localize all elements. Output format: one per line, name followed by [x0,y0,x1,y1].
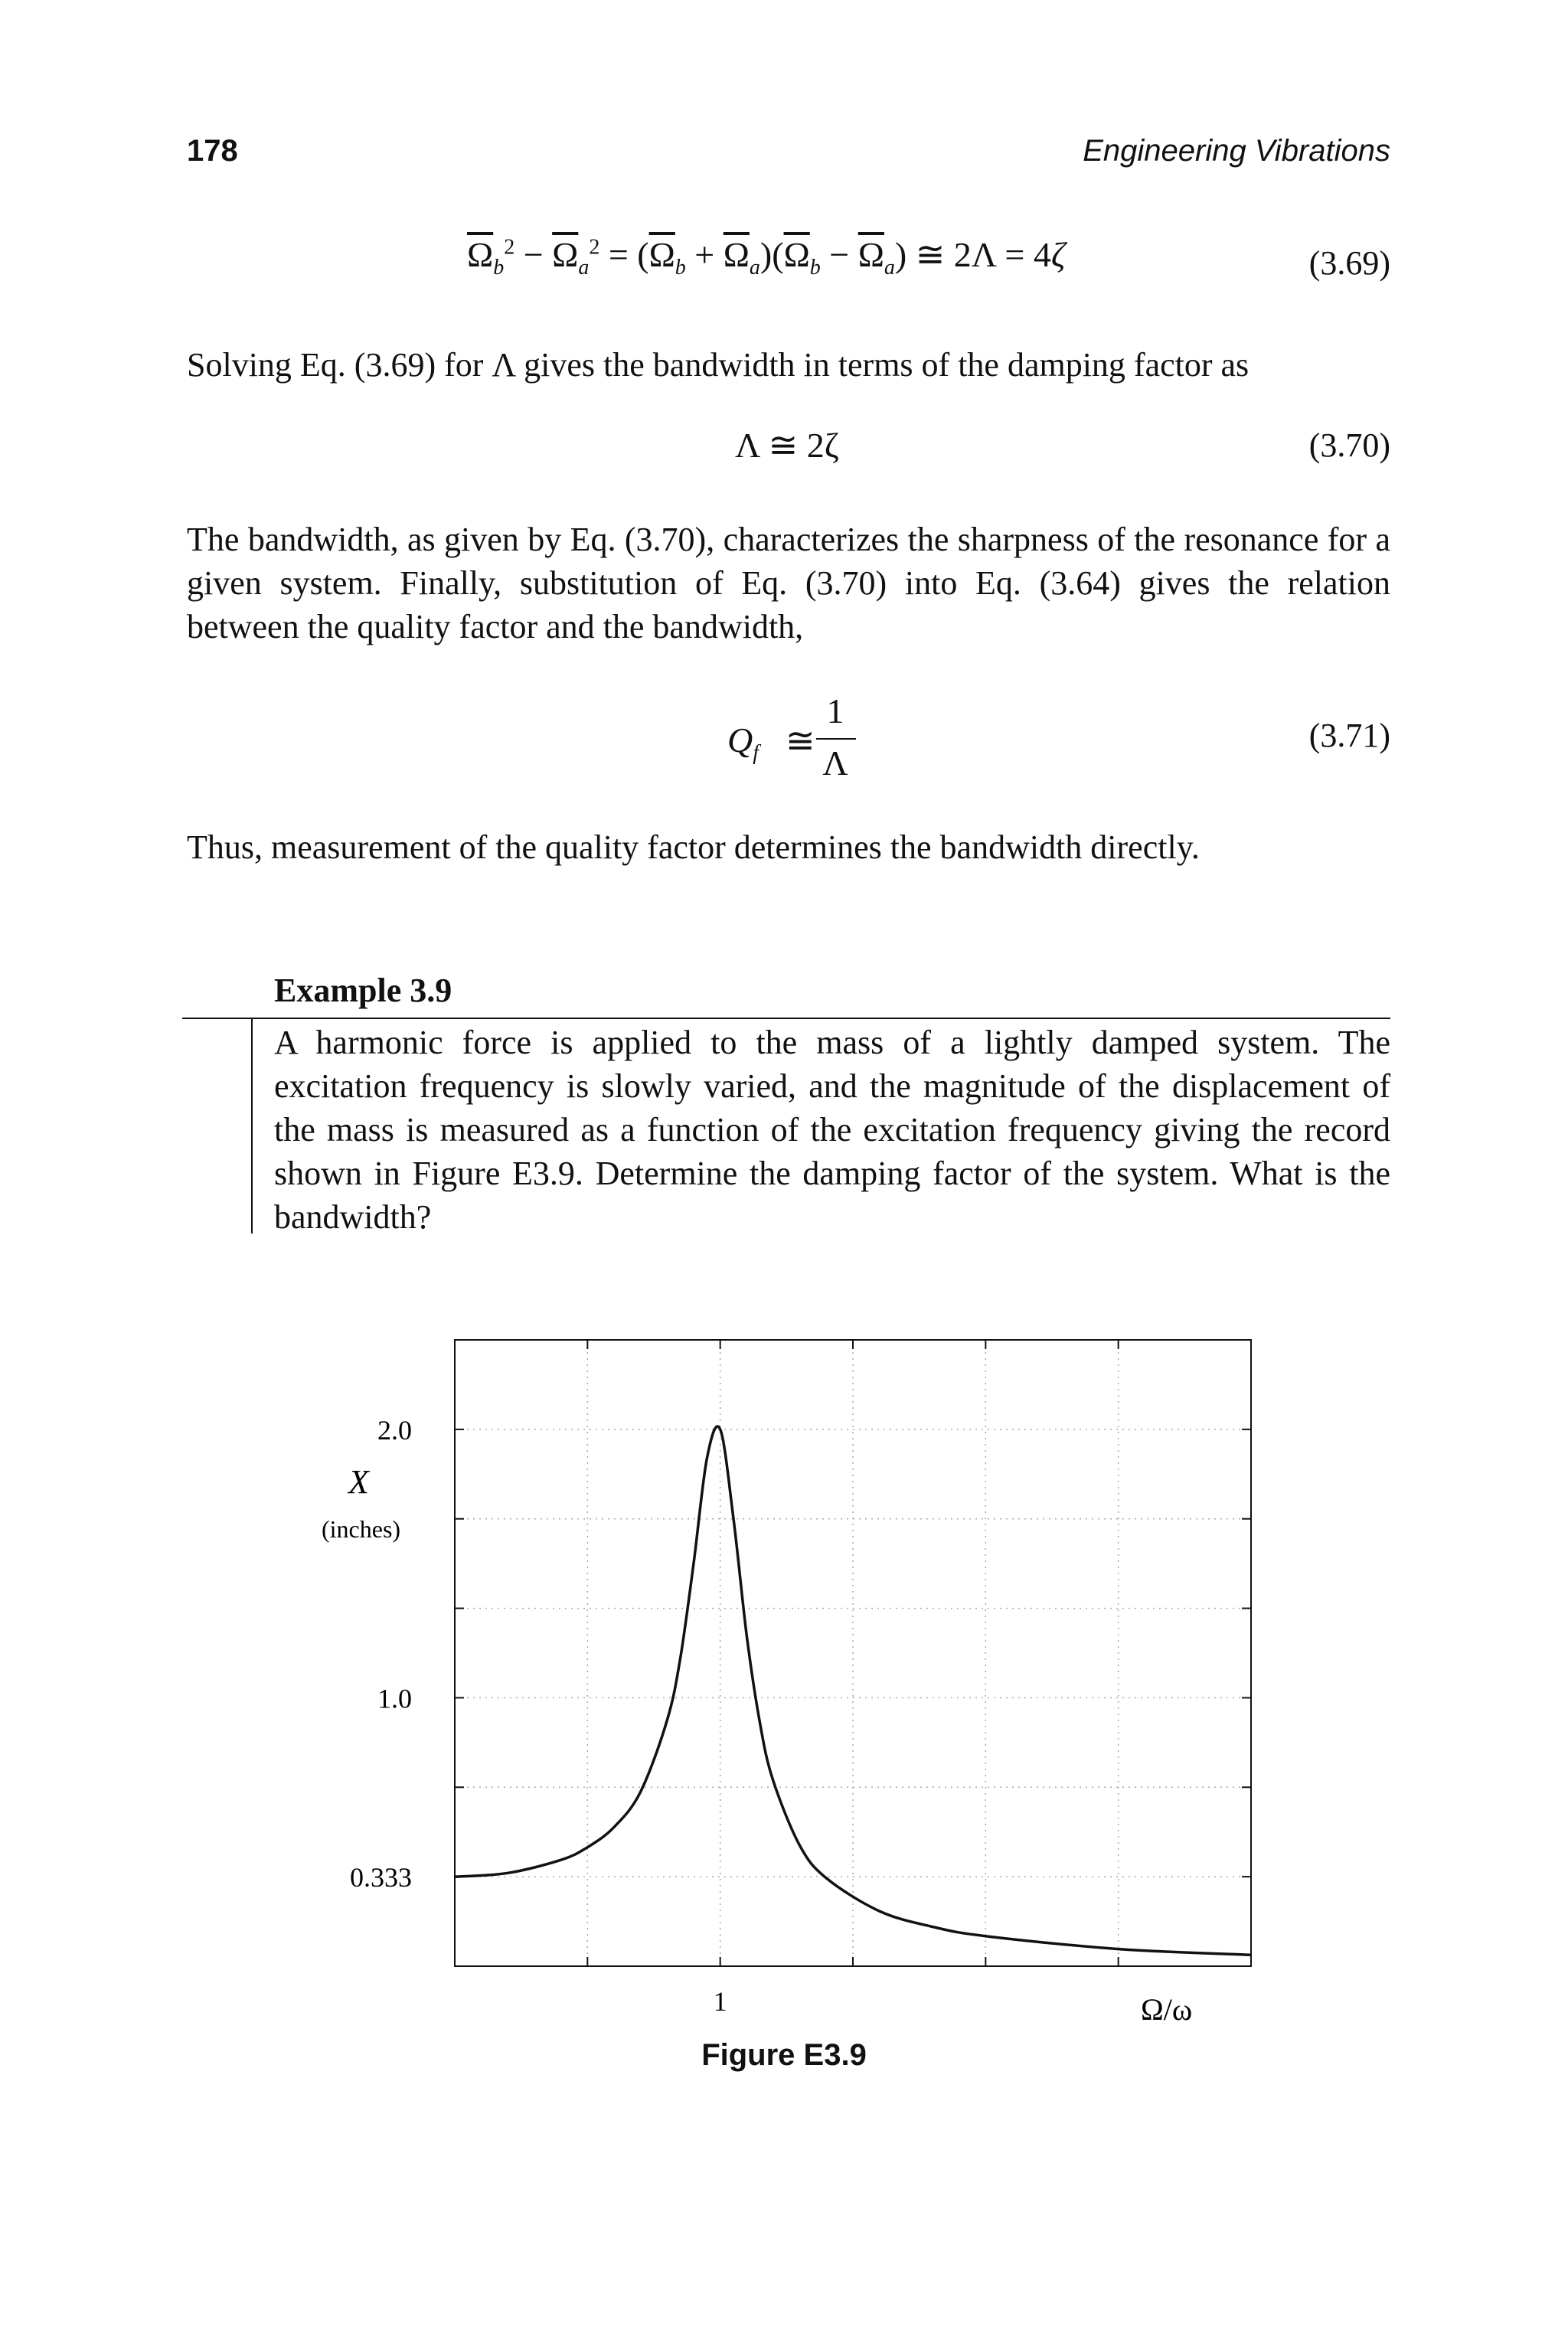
paragraph-1: Solving Eq. (3.69) for Λ gives the bandwidth in terms of the damping factor as [187,346,1250,384]
example-title: Example 3.9 [274,972,452,1009]
x-tick-label: 1 [713,1986,727,2017]
equation-3-71: $Q_f$ ≅ 1 Λ [727,691,865,790]
paragraph-2: The bandwidth, as given by Eq. (3.70), characterizes the sharpness of the resonance for a given system. Finally, substitution of Eq. (3.70) into Eq. (3.64) gives the relation between the quality factor and the bandwidth, [187,521,1390,645]
equation-3-70: Λ ≅ 2ζ [735,426,839,465]
running-title: Engineering Vibrations [1083,134,1390,168]
x-axis-label: Ω/ω [1141,1992,1193,2027]
y-tick-label: 1.0 [377,1683,412,1714]
figure-caption: Figure E3.9 [701,2038,867,2072]
example-text: A harmonic force is applied to the mass of a lightly damped system. The excitation frequency is slowly varied, and the magnitude of the displacement of the mass is measured as a function of the excitation frequency giving the record shown in Figure E3.9. Determine the damping factor of the system. What is the bandwidth? [274,1024,1390,1236]
y-axis-label: X [348,1463,369,1501]
paragraph-3: Thus, measurement of the quality factor determines the bandwidth directly. [187,828,1200,866]
y-tick-label: 2.0 [377,1414,412,1446]
y-tick-label: 0.333 [350,1862,412,1893]
equation-number-3-71: (3.71) [1308,717,1390,754]
page-number: 178 [187,134,238,168]
y-axis-unit: (inches) [322,1515,401,1543]
equation-3-69: $\overline{\Omega}_b^2 - \overline{\Omega}_a^2 = (\overline{\Omega}_b + \overline{\Omega}_a)(\overline{\Omega}_b - \overline{\Omega}_a)$ ≅ 2Λ = 4ζ [467,235,1066,280]
equation-number-3-69: (3.69) [1308,244,1390,282]
chart-grid [455,1340,1251,1966]
equation-number-3-70: (3.70) [1308,426,1390,464]
